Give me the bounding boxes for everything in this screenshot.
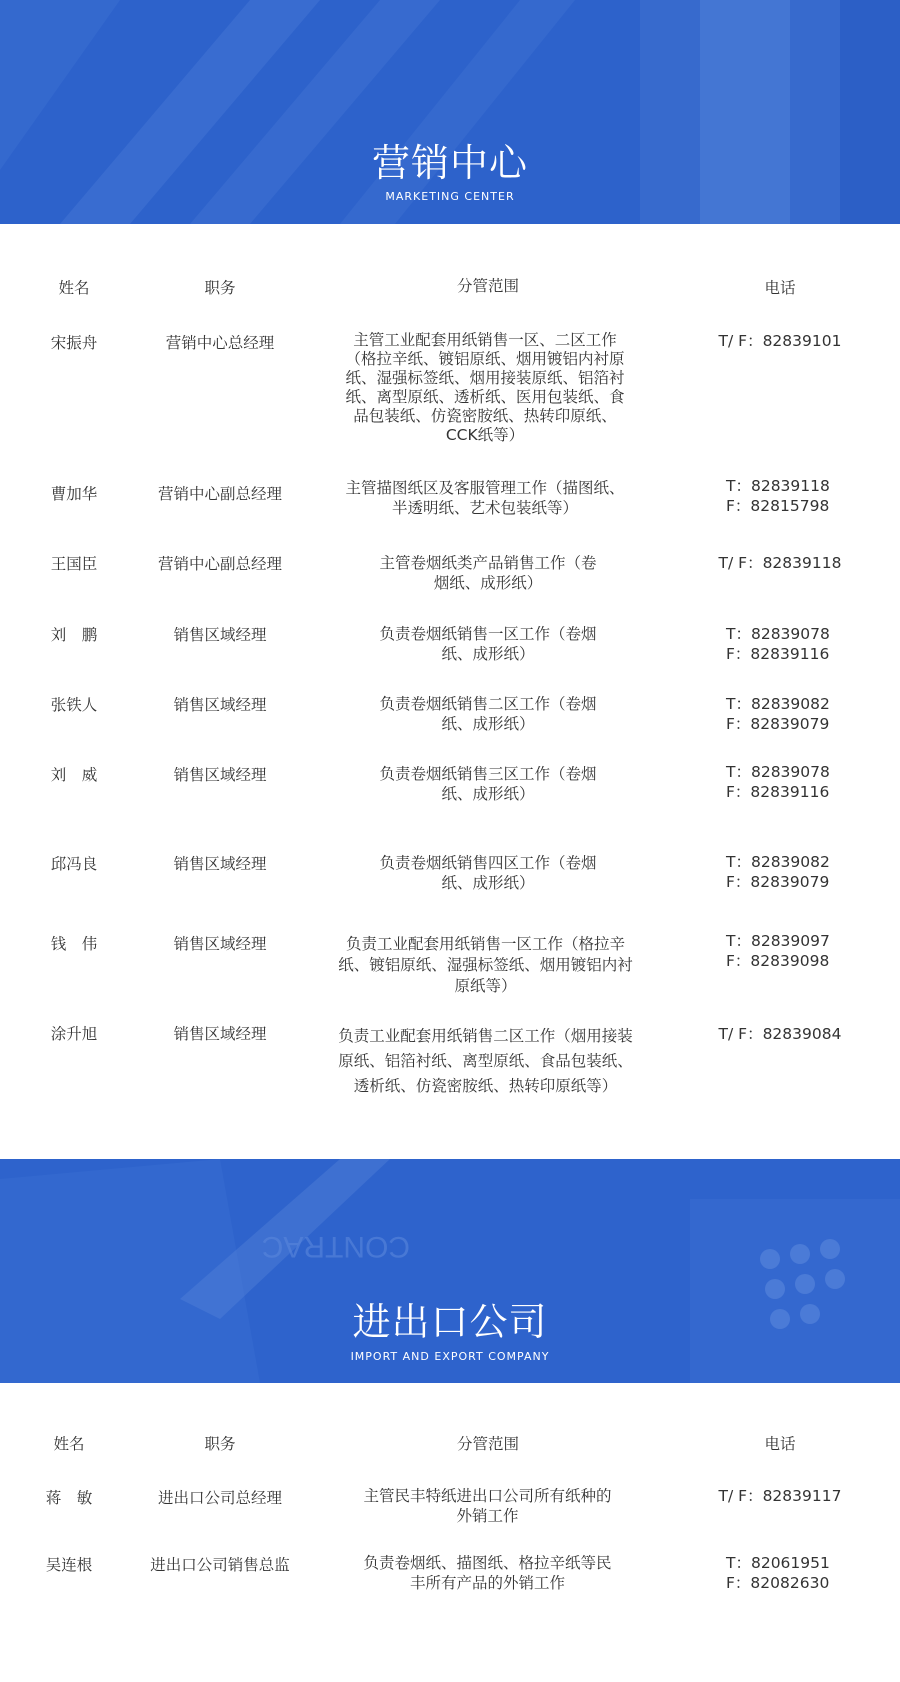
table-row-name: 钱 伟 [50,935,98,953]
table-row-name: 张铁人 [50,696,98,714]
table-row-name: 邱冯良 [50,855,98,873]
section-title: 进出口公司 [352,1300,548,1344]
table-row-phone: T/ F：82839118 [718,554,842,572]
section-subtitle: IMPORT AND EXPORT COMPANY [350,1350,550,1363]
table-row-phone: T/ F：82839117 [718,1487,842,1505]
table-row-role: 销售区域经理 [173,935,267,953]
section-title: 营销中心 [371,141,528,185]
table-row-scope: 主管卷烟纸类产品销售工作（卷烟纸、成形纸） [379,554,597,592]
table-row-phone: T：82839082 F：82839079 [726,853,830,891]
header-phone: 电话 [764,279,796,297]
table-row-role: 进出口公司总经理 [157,1489,282,1507]
header-scope: 分管范围 [456,277,519,295]
table-row-phone: T：82839078 F：82839116 [726,625,830,663]
table-row-scope: 负责工业配套用纸销售二区工作（烟用接装原纸、铝箔衬纸、离型原纸、食品包装纸、透析纸、仿瓷密胺纸、热转印原纸等） [338,1027,633,1095]
table-row-name: 刘 威 [50,766,98,784]
table-row-phone: T/ F：82839101 [718,332,842,350]
table-row-name: 蒋 敏 [45,1489,93,1507]
table-row-scope: 负责卷烟纸销售四区工作（卷烟纸、成形纸） [379,854,597,892]
table-row-role: 营销中心副总经理 [157,555,282,573]
table-row-scope: 负责工业配套用纸销售一区工作（格拉辛纸、镀铝原纸、湿强标签纸、烟用镀铝内衬原纸等） [338,935,633,995]
table-row-phone: T：82839082 F：82839079 [726,695,830,733]
table-row-role: 进出口公司销售总监 [150,1556,290,1574]
header-scope: 分管范围 [456,1435,519,1453]
header-name: 姓名 [58,279,90,297]
table-row-phone: T：82839118 F：82815798 [726,477,830,515]
marketing-banner [0,0,900,224]
table-row-role: 营销中心总经理 [165,334,275,352]
export-banner [0,1159,900,1383]
table-row-role: 销售区域经理 [173,1025,267,1043]
table-row-scope: 负责卷烟纸、描图纸、格拉辛纸等民丰所有产品的外销工作 [363,1554,612,1592]
table-row-phone: T/ F：82839084 [718,1025,842,1043]
header-role: 职务 [204,1435,236,1453]
table-row-name: 涂升旭 [50,1025,98,1043]
table-row-role: 营销中心副总经理 [157,485,282,503]
table-row-scope: 负责卷烟纸销售二区工作（卷烟纸、成形纸） [379,695,597,733]
table-row-name: 宋振舟 [50,334,98,352]
table-row-role: 销售区域经理 [173,696,267,714]
table-row-scope: 主管民丰特纸进出口公司所有纸种的外销工作 [363,1487,612,1525]
table-row-name: 王国臣 [50,555,98,573]
table-row-scope: 主管描图纸区及客服管理工作（描图纸、半透明纸、艺术包装纸等） [345,479,625,517]
header-name: 姓名 [53,1435,85,1453]
table-row-name: 吴连根 [45,1556,93,1574]
table-row-phone: T：82839097 F：82839098 [726,932,830,970]
table-row-name: 曹加华 [50,485,98,503]
table-row-scope: 负责卷烟纸销售三区工作（卷烟纸、成形纸） [379,765,597,803]
table-row-role: 销售区域经理 [173,626,267,644]
header-role: 职务 [204,279,236,297]
section-subtitle: MARKETING CENTER [385,190,515,203]
table-row-scope: 主管工业配套用纸销售一区、二区工作（格拉辛纸、镀铝原纸、烟用镀铝内衬原纸、湿强标签纸、烟用接装原纸、铝箔衬纸、离型原纸、透析纸、医用包装纸、食品包装纸、仿瓷密胺纸、热转印原纸、CCK纸等） [345,331,625,444]
table-row-name: 刘 鹏 [50,626,98,644]
table-row-phone: T：82839078 F：82839116 [726,763,830,801]
table-row-scope: 负责卷烟纸销售一区工作（卷烟纸、成形纸） [379,625,597,663]
svg-text:CONTRAC: CONTRAC [261,1230,410,1263]
header-phone: 电话 [764,1435,796,1453]
table-row-role: 销售区域经理 [173,855,267,873]
table-row-phone: T：82061951 F：82082630 [726,1554,830,1592]
table-row-role: 销售区域经理 [173,766,267,784]
